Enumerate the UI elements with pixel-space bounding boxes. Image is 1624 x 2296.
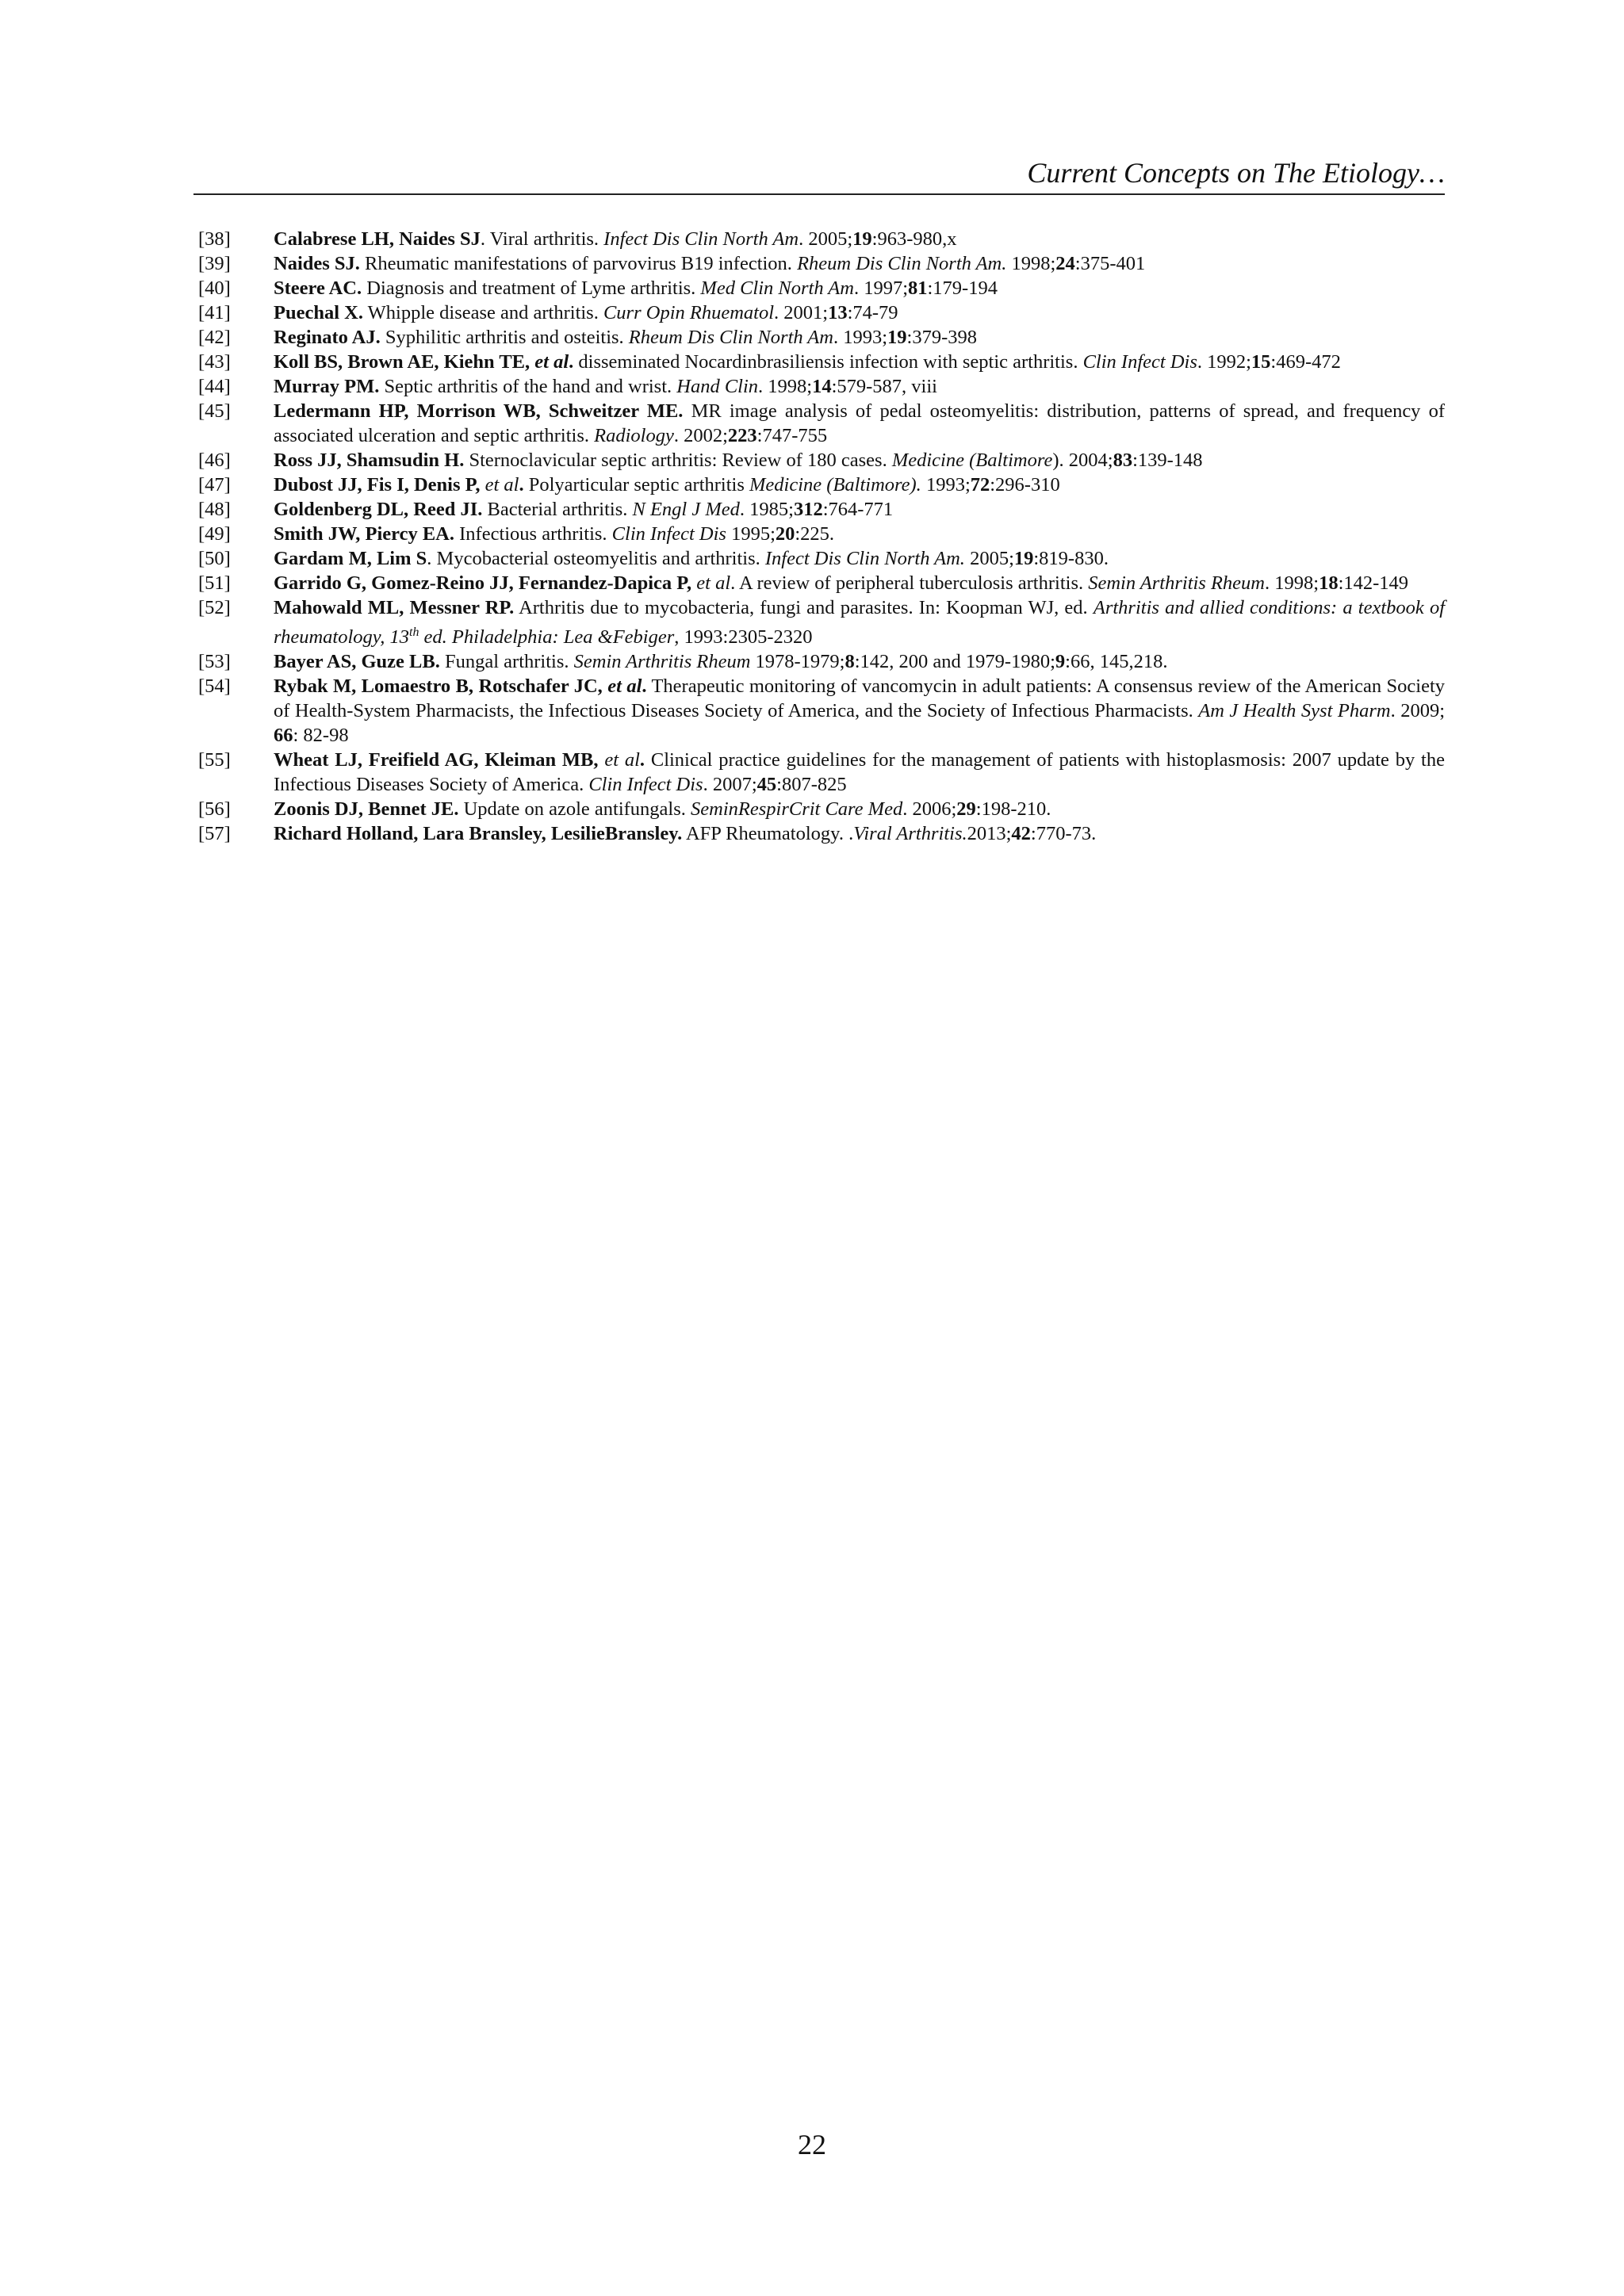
reference-segment: :770-73. bbox=[1030, 823, 1097, 845]
reference-number: [38] bbox=[198, 228, 231, 250]
reference-segment: . bbox=[519, 474, 524, 496]
reference-segment: . 2005; bbox=[799, 228, 853, 250]
reference-segment: Murray PM. bbox=[274, 376, 380, 397]
reference-segment: 20 bbox=[775, 523, 795, 545]
reference-segment: . 2001; bbox=[774, 302, 829, 323]
reference-segment: 72 bbox=[970, 474, 990, 496]
reference-segment: Semin Arthritis Rheum bbox=[1088, 572, 1265, 594]
reference-text bbox=[274, 350, 1445, 374]
reference-segment: Curr Opin Rhuematol bbox=[603, 302, 775, 323]
reference-text bbox=[274, 674, 1445, 748]
reference-number: [39] bbox=[198, 253, 231, 274]
reference-segment: 223 bbox=[727, 425, 757, 446]
reference-segment: 45 bbox=[756, 774, 777, 796]
reference-segment: Wheat LJ, Freifield AG, Kleiman MB, bbox=[274, 749, 605, 771]
reference-segment: Radiology bbox=[594, 425, 674, 446]
reference-segment: :296-310 bbox=[990, 474, 1060, 496]
reference-segment: . 1997; bbox=[853, 277, 908, 299]
reference-segment: Bayer AS, Guze LB. bbox=[274, 651, 440, 673]
reference-segment: 19 bbox=[1013, 548, 1034, 569]
reference-segment: 13 bbox=[828, 302, 848, 323]
reference-item bbox=[198, 571, 1445, 595]
reference-item bbox=[198, 276, 1445, 300]
reference-segment: . Mycobacterial osteomyelitis and arthritis. bbox=[427, 548, 765, 569]
reference-segment: :747-755 bbox=[756, 425, 828, 446]
reference-segment: :225. bbox=[795, 523, 835, 545]
reference-segment: : 82-98 bbox=[293, 725, 349, 747]
reference-segment: Sternoclavicular septic arthritis: Review of 180 cases. bbox=[464, 450, 892, 471]
reference-segment: :963-980,x bbox=[871, 228, 957, 250]
reference-segment: Rheum Dis Clin North Am. bbox=[797, 253, 1007, 274]
reference-segment: Naides SJ. bbox=[274, 253, 360, 274]
reference-number: [42] bbox=[198, 327, 231, 348]
reference-segment: disseminated Nocardinbrasiliensis infection with septic arthritis. bbox=[573, 351, 1083, 373]
reference-text bbox=[274, 325, 1445, 350]
reference-text bbox=[274, 649, 1445, 674]
reference-text bbox=[274, 251, 1445, 276]
reference-text bbox=[274, 571, 1445, 595]
reference-segment: :66, 145,218. bbox=[1065, 651, 1168, 673]
reference-segment: Polyarticular septic arthritis bbox=[523, 474, 750, 496]
reference-segment: . bbox=[642, 675, 647, 698]
reference-segment: Smith JW, Piercy EA. bbox=[274, 523, 454, 545]
reference-segment: Gardam M, Lim S bbox=[274, 548, 427, 569]
reference-segment: . 1985; bbox=[739, 499, 794, 520]
reference-item bbox=[198, 227, 1445, 251]
reference-text bbox=[274, 522, 1445, 546]
reference-segment: Medicine (Baltimore). bbox=[749, 474, 921, 496]
reference-segment: AFP Rheumatology. . bbox=[682, 823, 854, 845]
reference-item bbox=[198, 649, 1445, 674]
reference-segment: Puechal X. bbox=[274, 302, 363, 323]
reference-segment: SeminRespirCrit Care Med bbox=[691, 798, 903, 821]
reference-segment: et al bbox=[534, 351, 569, 373]
reference-segment: 1978-1979; bbox=[750, 651, 845, 673]
reference-text bbox=[274, 300, 1445, 325]
reference-list bbox=[198, 227, 1445, 846]
reference-segment: . Viral arthritis. bbox=[480, 228, 604, 250]
reference-segment: Reginato AJ. bbox=[274, 327, 381, 348]
page-number: 22 bbox=[798, 2129, 826, 2160]
reference-number: [48] bbox=[198, 499, 231, 520]
reference-segment: 8 bbox=[845, 651, 855, 673]
reference-text bbox=[274, 546, 1445, 571]
reference-segment: et al bbox=[485, 474, 519, 496]
reference-text bbox=[274, 748, 1445, 797]
reference-segment: Dubost JJ, Fis I, Denis P, bbox=[274, 474, 485, 496]
reference-segment: . 2009; bbox=[1390, 700, 1446, 722]
reference-segment: Infect Dis Clin North Am. bbox=[764, 548, 965, 569]
reference-item bbox=[198, 251, 1445, 276]
reference-segment: :764-771 bbox=[822, 499, 894, 520]
reference-segment: 83 bbox=[1113, 450, 1133, 471]
reference-segment: :198-210. bbox=[975, 798, 1051, 821]
reference-segment: Viral Arthritis. bbox=[853, 823, 967, 845]
reference-segment: . 1992; bbox=[1197, 351, 1251, 373]
reference-segment: 15 bbox=[1251, 351, 1271, 373]
reference-segment: . 2006; bbox=[902, 798, 957, 821]
reference-segment: Diagnosis and treatment of Lyme arthritis. bbox=[362, 277, 701, 299]
reference-text bbox=[274, 797, 1445, 821]
reference-segment: . 2007; bbox=[703, 774, 757, 796]
reference-segment: :819-830. bbox=[1033, 548, 1109, 569]
reference-segment: Medicine (Baltimore bbox=[891, 450, 1053, 471]
reference-segment: Clin Infect Dis bbox=[588, 774, 703, 796]
reference-item bbox=[198, 350, 1445, 374]
reference-segment: Rheumatic manifestations of parvovirus B19 infection. bbox=[359, 253, 798, 274]
reference-segment: . 1998; bbox=[758, 376, 813, 397]
reference-segment: :807-825 bbox=[776, 774, 847, 796]
reference-number: [50] bbox=[198, 548, 231, 569]
reference-segment: Arthritis and allied conditions: a textbook of rheumatology, 13 bbox=[274, 597, 1446, 649]
reference-segment: 1995; bbox=[726, 523, 776, 545]
reference-text bbox=[274, 374, 1445, 399]
reference-segment: Arthritis due to mycobacteria, fungi and parasites. In: Koopman WJ, ed. bbox=[514, 597, 1094, 618]
reference-segment: Med Clin North Am bbox=[700, 277, 854, 299]
reference-segment: . bbox=[569, 351, 574, 373]
reference-segment: . A review of peripheral tuberculosis arthritis. bbox=[730, 572, 1089, 594]
reference-item bbox=[198, 595, 1445, 649]
reference-segment: 19 bbox=[887, 327, 907, 348]
reference-segment: Goldenberg DL, Reed JI. bbox=[274, 499, 483, 520]
reference-segment: th bbox=[409, 626, 419, 639]
reference-segment: :375-401 bbox=[1074, 253, 1146, 274]
reference-text bbox=[274, 399, 1445, 448]
reference-segment: Hand Clin bbox=[676, 376, 759, 397]
reference-segment: 9 bbox=[1055, 651, 1066, 673]
reference-text bbox=[274, 473, 1445, 497]
reference-segment: Bacterial arthritis. bbox=[482, 499, 633, 520]
reference-item bbox=[198, 748, 1445, 797]
reference-segment: Infect Dis Clin North Am bbox=[603, 228, 799, 250]
reference-text bbox=[274, 448, 1445, 473]
reference-item bbox=[198, 374, 1445, 399]
reference-segment: Infectious arthritis. bbox=[454, 523, 612, 545]
reference-segment: ). 2004; bbox=[1052, 450, 1113, 471]
reference-item bbox=[198, 399, 1445, 448]
reference-segment: :74-79 bbox=[847, 302, 898, 323]
reference-number: [51] bbox=[198, 572, 231, 594]
reference-number: [46] bbox=[198, 450, 231, 471]
reference-segment: ed. Philadelphia: Lea &Febiger bbox=[419, 626, 675, 649]
reference-segment: Rheum Dis Clin North Am bbox=[628, 327, 833, 348]
reference-segment: 312 bbox=[793, 499, 823, 520]
running-title: Current Concepts on The Etiology… bbox=[1027, 157, 1445, 189]
reference-text bbox=[274, 276, 1445, 300]
reference-segment: 14 bbox=[812, 376, 832, 397]
reference-item bbox=[198, 821, 1445, 846]
reference-segment: Update on azole antifungals. bbox=[458, 798, 691, 821]
reference-segment: Rybak M, Lomaestro B, Rotschafer JC, bbox=[274, 675, 608, 698]
reference-segment: :142-149 bbox=[1338, 572, 1409, 594]
reference-segment: Ledermann HP, Morrison WB, Schweitzer ME. bbox=[274, 400, 684, 422]
reference-segment: Zoonis DJ, Bennet JE. bbox=[274, 798, 459, 821]
reference-text bbox=[274, 227, 1445, 251]
reference-segment: Richard Holland, Lara Bransley, LesilieBransley. bbox=[274, 823, 683, 845]
reference-text bbox=[274, 497, 1445, 522]
reference-segment: Am J Health Syst Pharm bbox=[1198, 700, 1391, 722]
reference-segment: :469-472 bbox=[1270, 351, 1341, 373]
reference-number: [57] bbox=[198, 823, 231, 845]
reference-item bbox=[198, 300, 1445, 325]
reference-segment: 1993; bbox=[921, 474, 971, 496]
reference-segment: . bbox=[639, 749, 645, 771]
reference-segment: 42 bbox=[1011, 823, 1031, 845]
reference-item bbox=[198, 497, 1445, 522]
reference-segment: 66 bbox=[274, 725, 293, 747]
reference-segment: N Engl J Med bbox=[632, 499, 740, 520]
reference-number: [52] bbox=[198, 597, 231, 618]
reference-segment: et al bbox=[696, 572, 731, 594]
reference-segment: 29 bbox=[956, 798, 976, 821]
reference-segment: :379-398 bbox=[906, 327, 977, 348]
reference-segment: 24 bbox=[1055, 253, 1075, 274]
reference-segment: 2005; bbox=[964, 548, 1014, 569]
reference-item bbox=[198, 522, 1445, 546]
reference-segment: . 2002; bbox=[673, 425, 728, 446]
reference-segment: Syphilitic arthritis and osteitis. bbox=[380, 327, 629, 348]
reference-segment: 18 bbox=[1319, 572, 1339, 594]
reference-number: [47] bbox=[198, 474, 231, 496]
reference-segment: Septic arthritis of the hand and wrist. bbox=[379, 376, 677, 397]
reference-segment: Clinical practice guidelines for the management of patients with histoplasmosis: 2007 update by the Infectious Diseases Society of America. bbox=[274, 749, 1445, 796]
reference-segment: Calabrese LH, Naides SJ bbox=[274, 228, 481, 250]
header-rule bbox=[193, 193, 1445, 195]
reference-segment: :179-194 bbox=[927, 277, 998, 299]
reference-item bbox=[198, 797, 1445, 821]
reference-segment: . 1998; bbox=[1265, 572, 1320, 594]
reference-segment: , 1993:2305-2320 bbox=[674, 626, 813, 649]
reference-text bbox=[274, 595, 1445, 649]
reference-segment: :579-587, viii bbox=[831, 376, 937, 397]
reference-segment: Ross JJ, Shamsudin H. bbox=[274, 450, 465, 471]
reference-item bbox=[198, 674, 1445, 748]
reference-segment: . 1993; bbox=[833, 327, 888, 348]
reference-segment: Garrido G, Gomez-Reino JJ, Fernandez-Dapica P, bbox=[274, 572, 697, 594]
reference-segment: 19 bbox=[852, 228, 872, 250]
reference-number: [41] bbox=[198, 302, 231, 323]
reference-segment: :142, 200 and 1979-1980; bbox=[854, 651, 1055, 673]
reference-segment: Clin Infect Dis bbox=[611, 523, 726, 545]
reference-number: [40] bbox=[198, 277, 231, 299]
reference-item bbox=[198, 473, 1445, 497]
reference-segment: Therapeutic monitoring of vancomycin in adult patients: A consensus review of the American Society of Health-System Pharmacists, the Infectious Diseases Society of America, and the Society of Infectious Pharmacists. bbox=[274, 675, 1445, 722]
reference-segment: 81 bbox=[908, 277, 928, 299]
reference-segment: Semin Arthritis Rheum bbox=[573, 651, 751, 673]
reference-number: [54] bbox=[198, 675, 231, 698]
reference-segment: 2013; bbox=[967, 823, 1012, 845]
reference-segment: Koll BS, Brown AE, Kiehn TE, bbox=[274, 351, 535, 373]
reference-number: [53] bbox=[198, 651, 231, 673]
reference-number: [55] bbox=[198, 749, 231, 771]
reference-segment: 1998; bbox=[1006, 253, 1056, 274]
reference-segment: Clin Infect Dis bbox=[1082, 351, 1197, 373]
reference-number: [43] bbox=[198, 351, 231, 373]
reference-number: [45] bbox=[198, 400, 231, 422]
reference-number: [49] bbox=[198, 523, 231, 545]
reference-segment: Steere AC. bbox=[274, 277, 362, 299]
reference-segment: et al bbox=[604, 749, 640, 771]
reference-item bbox=[198, 325, 1445, 350]
reference-text bbox=[274, 821, 1445, 846]
reference-segment: Whipple disease and arthritis. bbox=[362, 302, 603, 323]
reference-segment: Fungal arthritis. bbox=[439, 651, 574, 673]
reference-segment: Mahowald ML, Messner RP. bbox=[274, 597, 515, 618]
reference-number: [44] bbox=[198, 376, 231, 397]
reference-number: [56] bbox=[198, 798, 231, 821]
reference-segment: et al bbox=[607, 675, 642, 698]
reference-segment: MR image analysis of pedal osteomyelitis: distribution, patterns of spread, and frequency of associated ulceration and septic arthritis. bbox=[274, 400, 1445, 446]
reference-item bbox=[198, 546, 1445, 571]
reference-segment: :139-148 bbox=[1132, 450, 1203, 471]
reference-item bbox=[198, 448, 1445, 473]
